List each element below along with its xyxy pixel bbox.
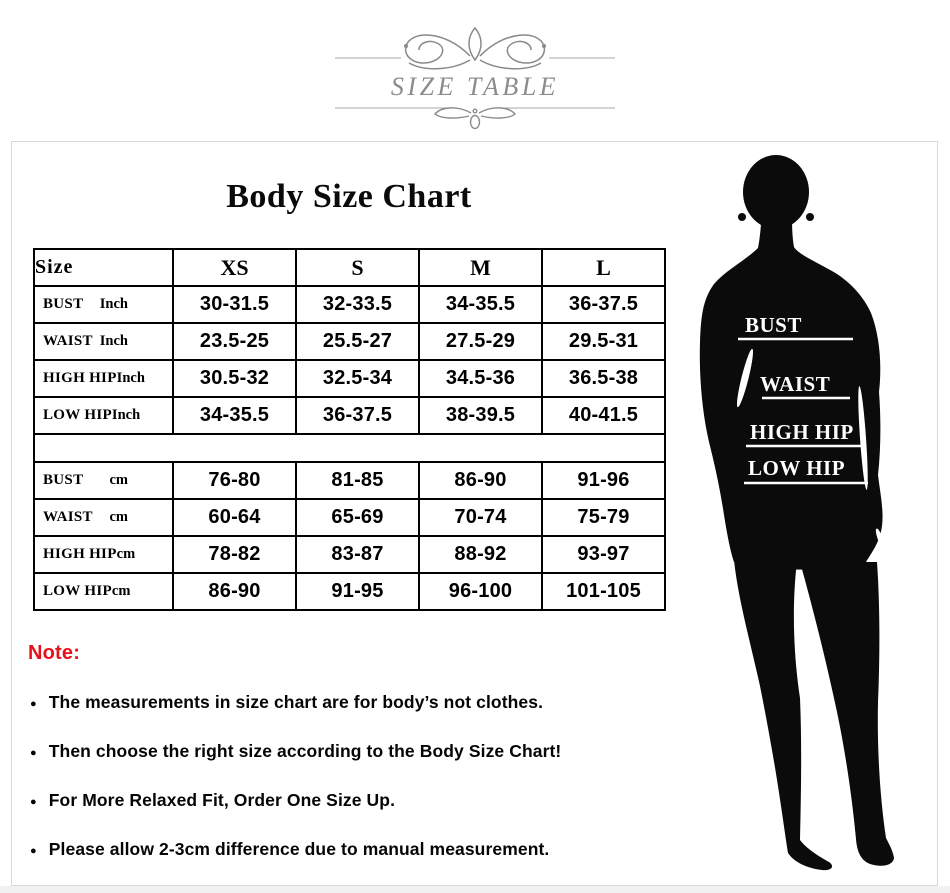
note-item: ● Then choose the right size according to the Body Size Chart! [28,741,648,763]
measurement-unit: Inch [116,370,145,386]
size-value-cell: 30.5-32 [173,360,296,397]
size-value-cell: 83-87 [296,536,419,573]
size-value-cell: 38-39.5 [419,397,542,434]
size-value-cell: 30-31.5 [173,286,296,323]
size-column-header-xs: XS [173,249,296,286]
figure-label-waist: WAIST [760,372,831,396]
size-value-cell: 91-95 [296,573,419,610]
note-heading: Note: [28,642,81,664]
measurement-unit: cm [109,509,128,525]
size-value-cell: 23.5-25 [173,323,296,360]
note-item: ● The measurements in size chart are for body’s not clothes. [28,692,648,714]
size-value-cell: 86-90 [419,462,542,499]
female-silhouette [700,155,894,870]
table-row-highhip-cm [34,536,665,573]
size-value-cell: 91-96 [542,462,665,499]
measurement-unit: Inch [111,407,141,423]
table-row-bust-inch [34,286,665,323]
size-value-cell: 27.5-29 [419,323,542,360]
measurement-unit: cm [109,472,128,488]
table-row-waist-cm [34,499,665,536]
measurement-label: BUST [43,296,84,312]
measurement-unit: cm [111,583,131,599]
size-value-cell: 36.5-38 [542,360,665,397]
flourish-bottom-icon [435,108,515,129]
table-row-highhip-inch [34,360,665,397]
measurement-unit: Inch [99,333,128,349]
measurement-label: WAIST [43,333,93,349]
size-table [33,248,666,611]
chart-title: Body Size Chart [226,178,472,215]
size-value-cell: 60-64 [173,499,296,536]
size-value-cell: 25.5-27 [296,323,419,360]
flourish-top-icon [404,28,546,69]
size-value-cell: 96-100 [419,573,542,610]
size-column-header-l: L [542,249,665,286]
size-column-header-m: M [419,249,542,286]
figure-label-highhip: HIGH HIP [750,420,854,444]
size-value-cell: 78-82 [173,536,296,573]
table-header-row [34,249,665,286]
measurement-label: BUST [43,472,84,488]
size-value-cell: 75-79 [542,499,665,536]
measurement-label: HIGH HIP [43,370,117,386]
silhouette-right-leg [800,562,894,866]
figure-label-lowhip: LOW HIP [748,456,846,480]
measurement-label: HIGH HIP [43,546,117,562]
masthead-title: SIZE TABLE [390,72,560,101]
size-value-cell: 76-80 [173,462,296,499]
size-value-cell: 32-33.5 [296,286,419,323]
table-row-bust-cm [34,462,665,499]
size-value-cell: 70-74 [419,499,542,536]
size-value-cell: 81-85 [296,462,419,499]
table-row-lowhip-inch [34,397,665,434]
table-spacer-row [34,434,665,462]
size-value-cell: 36-37.5 [542,286,665,323]
measurement-label: LOW HIP [43,583,112,599]
size-value-cell: 34.5-36 [419,360,542,397]
size-value-cell: 34-35.5 [173,397,296,434]
table-row-lowhip-cm [34,573,665,610]
female-body-silhouette-figure [688,150,923,878]
size-value-cell: 101-105 [542,573,665,610]
size-value-cell: 40-41.5 [542,397,665,434]
size-value-cell: 29.5-31 [542,323,665,360]
size-value-cell: 34-35.5 [419,286,542,323]
note-item: ● Please allow 2-3cm difference due to manual measurement. [28,839,648,861]
figure-label-bust: BUST [745,313,802,337]
size-column-header-s: S [296,249,419,286]
measurement-label: LOW HIP [43,407,112,423]
size-value-cell: 32.5-34 [296,360,419,397]
size-value-cell: 88-92 [419,536,542,573]
measurement-unit: Inch [99,296,128,312]
note-item: ● For More Relaxed Fit, Order One Size Up. [28,790,648,812]
note-section [28,642,648,861]
spacer-cell [34,434,665,462]
size-header-cell: Size [34,249,173,286]
measurement-label: WAIST [43,509,93,525]
masthead [0,0,950,140]
bottom-band [0,886,950,893]
measurement-unit: cm [116,546,136,562]
table-row-waist-inch [34,323,665,360]
size-value-cell: 36-37.5 [296,397,419,434]
masthead-ornament [305,16,645,134]
size-value-cell: 65-69 [296,499,419,536]
size-value-cell: 86-90 [173,573,296,610]
size-value-cell: 93-97 [542,536,665,573]
